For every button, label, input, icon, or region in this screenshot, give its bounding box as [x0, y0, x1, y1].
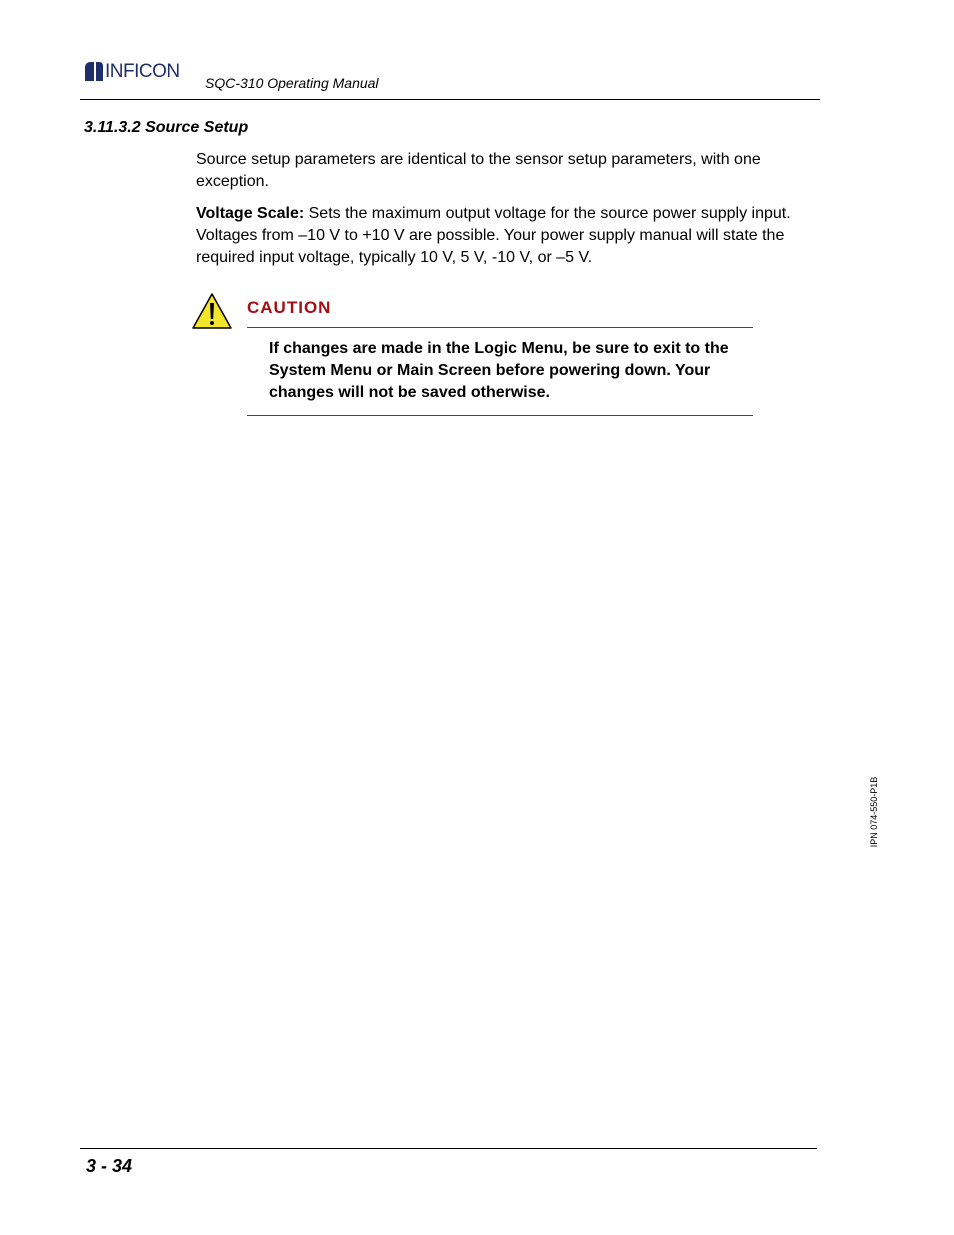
logo-wordmark: INFICON: [105, 60, 180, 82]
caution-title: CAUTION: [247, 298, 332, 317]
footer-divider: [80, 1148, 817, 1149]
document-title: SQC-310 Operating Manual: [205, 75, 379, 91]
caution-bottom-rule: [247, 415, 753, 416]
voltage-scale-label: Voltage Scale:: [196, 205, 305, 222]
caution-message: If changes are made in the Logic Menu, be sure to exit to the System Menu or Main Screen before powering down. Your changes will not be saved otherwise.: [269, 340, 729, 401]
paragraph-intro: Source setup parameters are identical to the sensor setup parameters, with one exception.: [196, 151, 761, 190]
voltage-scale-description: Sets the maximum output voltage for the source power supply input. Voltages from –10 V to +10 V are possible. Your power supply manual will state the required input voltage, typically 10 V, 5 V, -10 V, or –5 V.: [196, 205, 791, 266]
paragraph-voltage-scale: [196, 203, 816, 269]
caution-top-rule: [247, 327, 753, 328]
section-heading: 3.11.3.2 Source Setup: [84, 119, 249, 136]
warning-triangle-icon: [191, 292, 233, 330]
page-number: 3 - 34: [86, 1156, 133, 1176]
header-divider: [80, 99, 820, 100]
inficon-logo-mark-icon: [82, 59, 104, 83]
document-part-number: IPN 074-550-P1B: [869, 776, 879, 848]
inficon-logo: [82, 58, 180, 84]
